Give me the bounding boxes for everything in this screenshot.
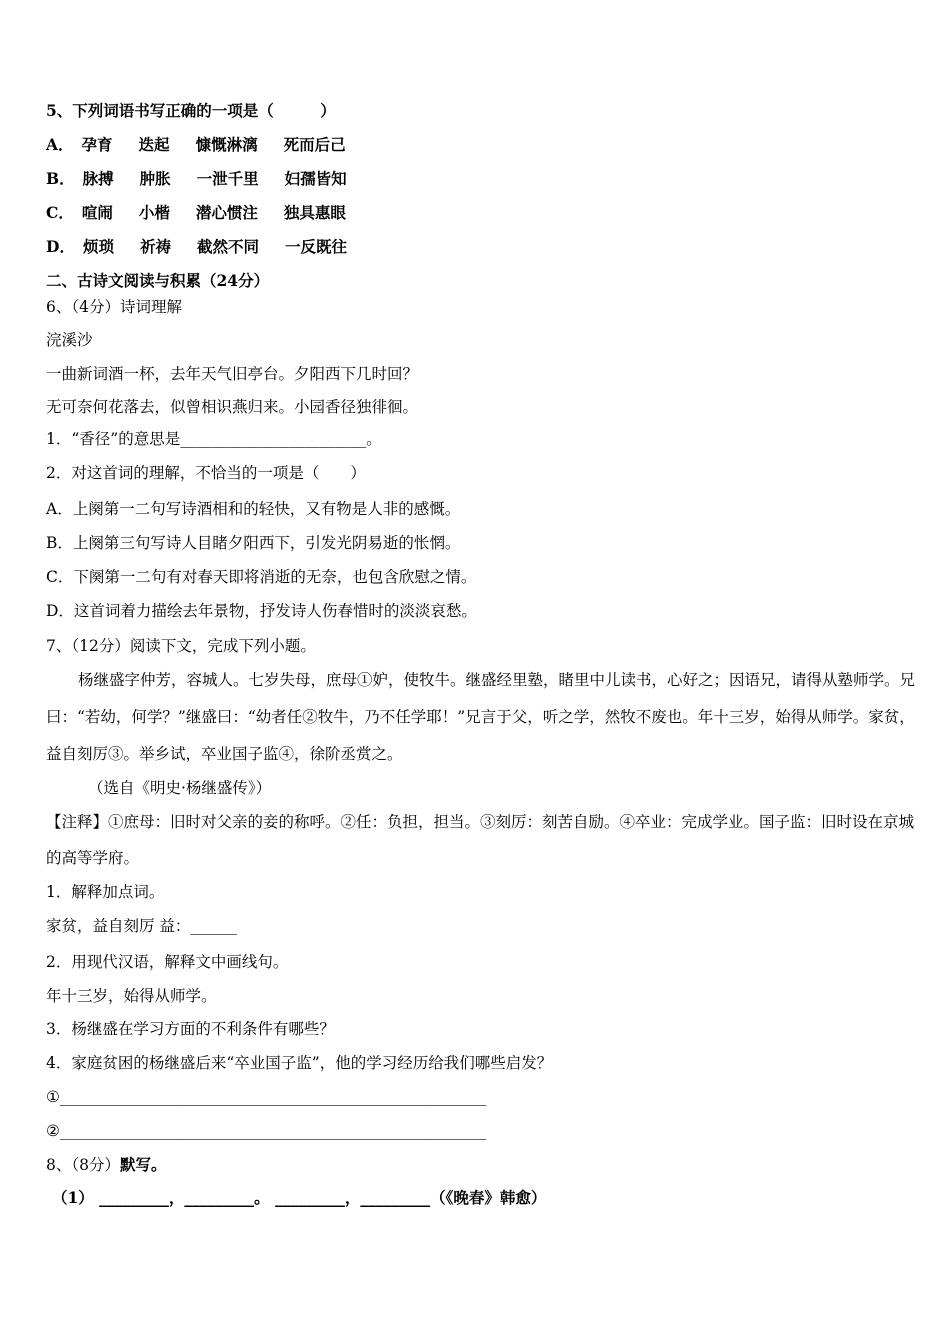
- q7-sub4: 4．家庭贫困的杨继盛后来“卒业国子监”，他的学习经历给我们哪些启发？: [46, 1054, 553, 1072]
- word: 肿胀: [139, 169, 171, 188]
- passage-text: 杨继盛字仲芳，容城人。七岁失母，庶母①妒，使牧牛。继盛经里塾，睹里中儿读书，心好之；因语兄，请得从塾师学。兄曰：“若幼，何学？”继盛曰：“幼者任②牧牛，乃不任学耶！”兄言于父，听之学，然牧不废也。年十三岁，始得从师学。家贫，益自刻厉③。举乡试，卒业国子监④，徐阶丞赏之。: [46, 671, 916, 763]
- q5-option-b: [46, 169, 373, 189]
- word: 截然不同: [196, 237, 259, 256]
- q5-option-a: [46, 135, 372, 155]
- q7-sub3: 3．杨继盛在学习方面的不利条件有哪些？: [46, 1020, 335, 1038]
- poem-line: 一曲新词酒一杯，去年天气旧亭台。夕阳西下几时回？: [46, 365, 419, 383]
- option-label: C．: [46, 203, 74, 222]
- section-2-title: 二、古诗文阅读与积累（24分）: [46, 271, 270, 290]
- q7-sub1: 1．解释加点词。: [46, 883, 165, 901]
- word: 迭起: [138, 135, 170, 154]
- q6-option-a: A．上阕第一二句写诗酒相和的轻快，又有物是人非的感慨。: [46, 500, 461, 518]
- word: 烦琐: [82, 237, 114, 256]
- q7-sub2: 2．用现代汉语，解释文中画线句。: [46, 953, 289, 971]
- q5-option-d: [46, 237, 373, 257]
- q5-option-c: [46, 203, 372, 223]
- word: 独具惠眼: [283, 203, 346, 222]
- word: 孕育: [81, 135, 113, 154]
- q8-title-prefix: 8、（8分）: [46, 1156, 120, 1174]
- q6-option-c: C．下阕第一二句有对春天即将消逝的无奈，也包含欣慰之情。: [46, 568, 477, 586]
- q7-passage: [46, 662, 916, 773]
- word: 喧闹: [81, 203, 113, 222]
- answer-blank-2: ②_______________________________________________________: [46, 1122, 487, 1140]
- q8-title: [46, 1155, 167, 1175]
- poem-title: 浣溪沙: [46, 331, 93, 349]
- q6-option-d: D．这首词着力描绘去年景物，抒发诗人伤春惜时的淡淡哀愁。: [46, 602, 477, 620]
- word: 死而后己: [283, 135, 346, 154]
- word: 一泄千里: [196, 169, 259, 188]
- option-label: B．: [46, 169, 75, 188]
- word: 祈祷: [139, 237, 171, 256]
- q6-title: 6、（4分）诗词理解: [46, 298, 182, 316]
- q5-title: 5、下列词语书写正确的一项是（ ）: [46, 101, 336, 120]
- q7-sub1-item: 家贫，益自刻厉 益：______: [46, 917, 237, 935]
- q6-option-b: B．上阕第三句写诗人目睹夕阳西下，引发光阴易逝的怅惘。: [46, 534, 461, 552]
- q8-title-suffix: 默写。: [119, 1155, 167, 1174]
- word: 潜心惯注: [195, 203, 258, 222]
- q6-sub1: 1．“香径”的意思是________________________。: [46, 430, 382, 448]
- q7-source: （选自《明史·杨继盛传》）: [88, 779, 272, 797]
- word: 小楷: [138, 203, 170, 222]
- q7-title: 7、（12分）阅读下文，完成下列小题。: [46, 637, 316, 655]
- q6-sub2: 2．对这首词的理解，不恰当的一项是（ ）: [46, 464, 366, 482]
- word: 慷慨淋漓: [195, 135, 258, 154]
- option-label: D．: [46, 237, 75, 256]
- q7-sub2-item: 年十三岁，始得从师学。: [46, 987, 217, 1005]
- poem-line: 无可奈何花落去，似曾相识燕归来。小园香径独徘徊。: [46, 398, 419, 416]
- option-label: A．: [46, 135, 74, 154]
- word: 脉搏: [82, 169, 114, 188]
- word: 妇孺皆知: [284, 169, 347, 188]
- q7-note: 【注释】①庶母：旧时对父亲的妾的称呼。②任：负担，担当。③刻厉：刻苦自励。④卒业：完成学业。国子监：旧时设在京城的高等学府。: [46, 813, 915, 867]
- word: 一反既往: [285, 237, 348, 256]
- q8-line-1: （1） _________，_________。 _________，_________（《晚春》韩愈）: [52, 1188, 547, 1207]
- answer-blank-1: ①_______________________________________________________: [46, 1088, 487, 1106]
